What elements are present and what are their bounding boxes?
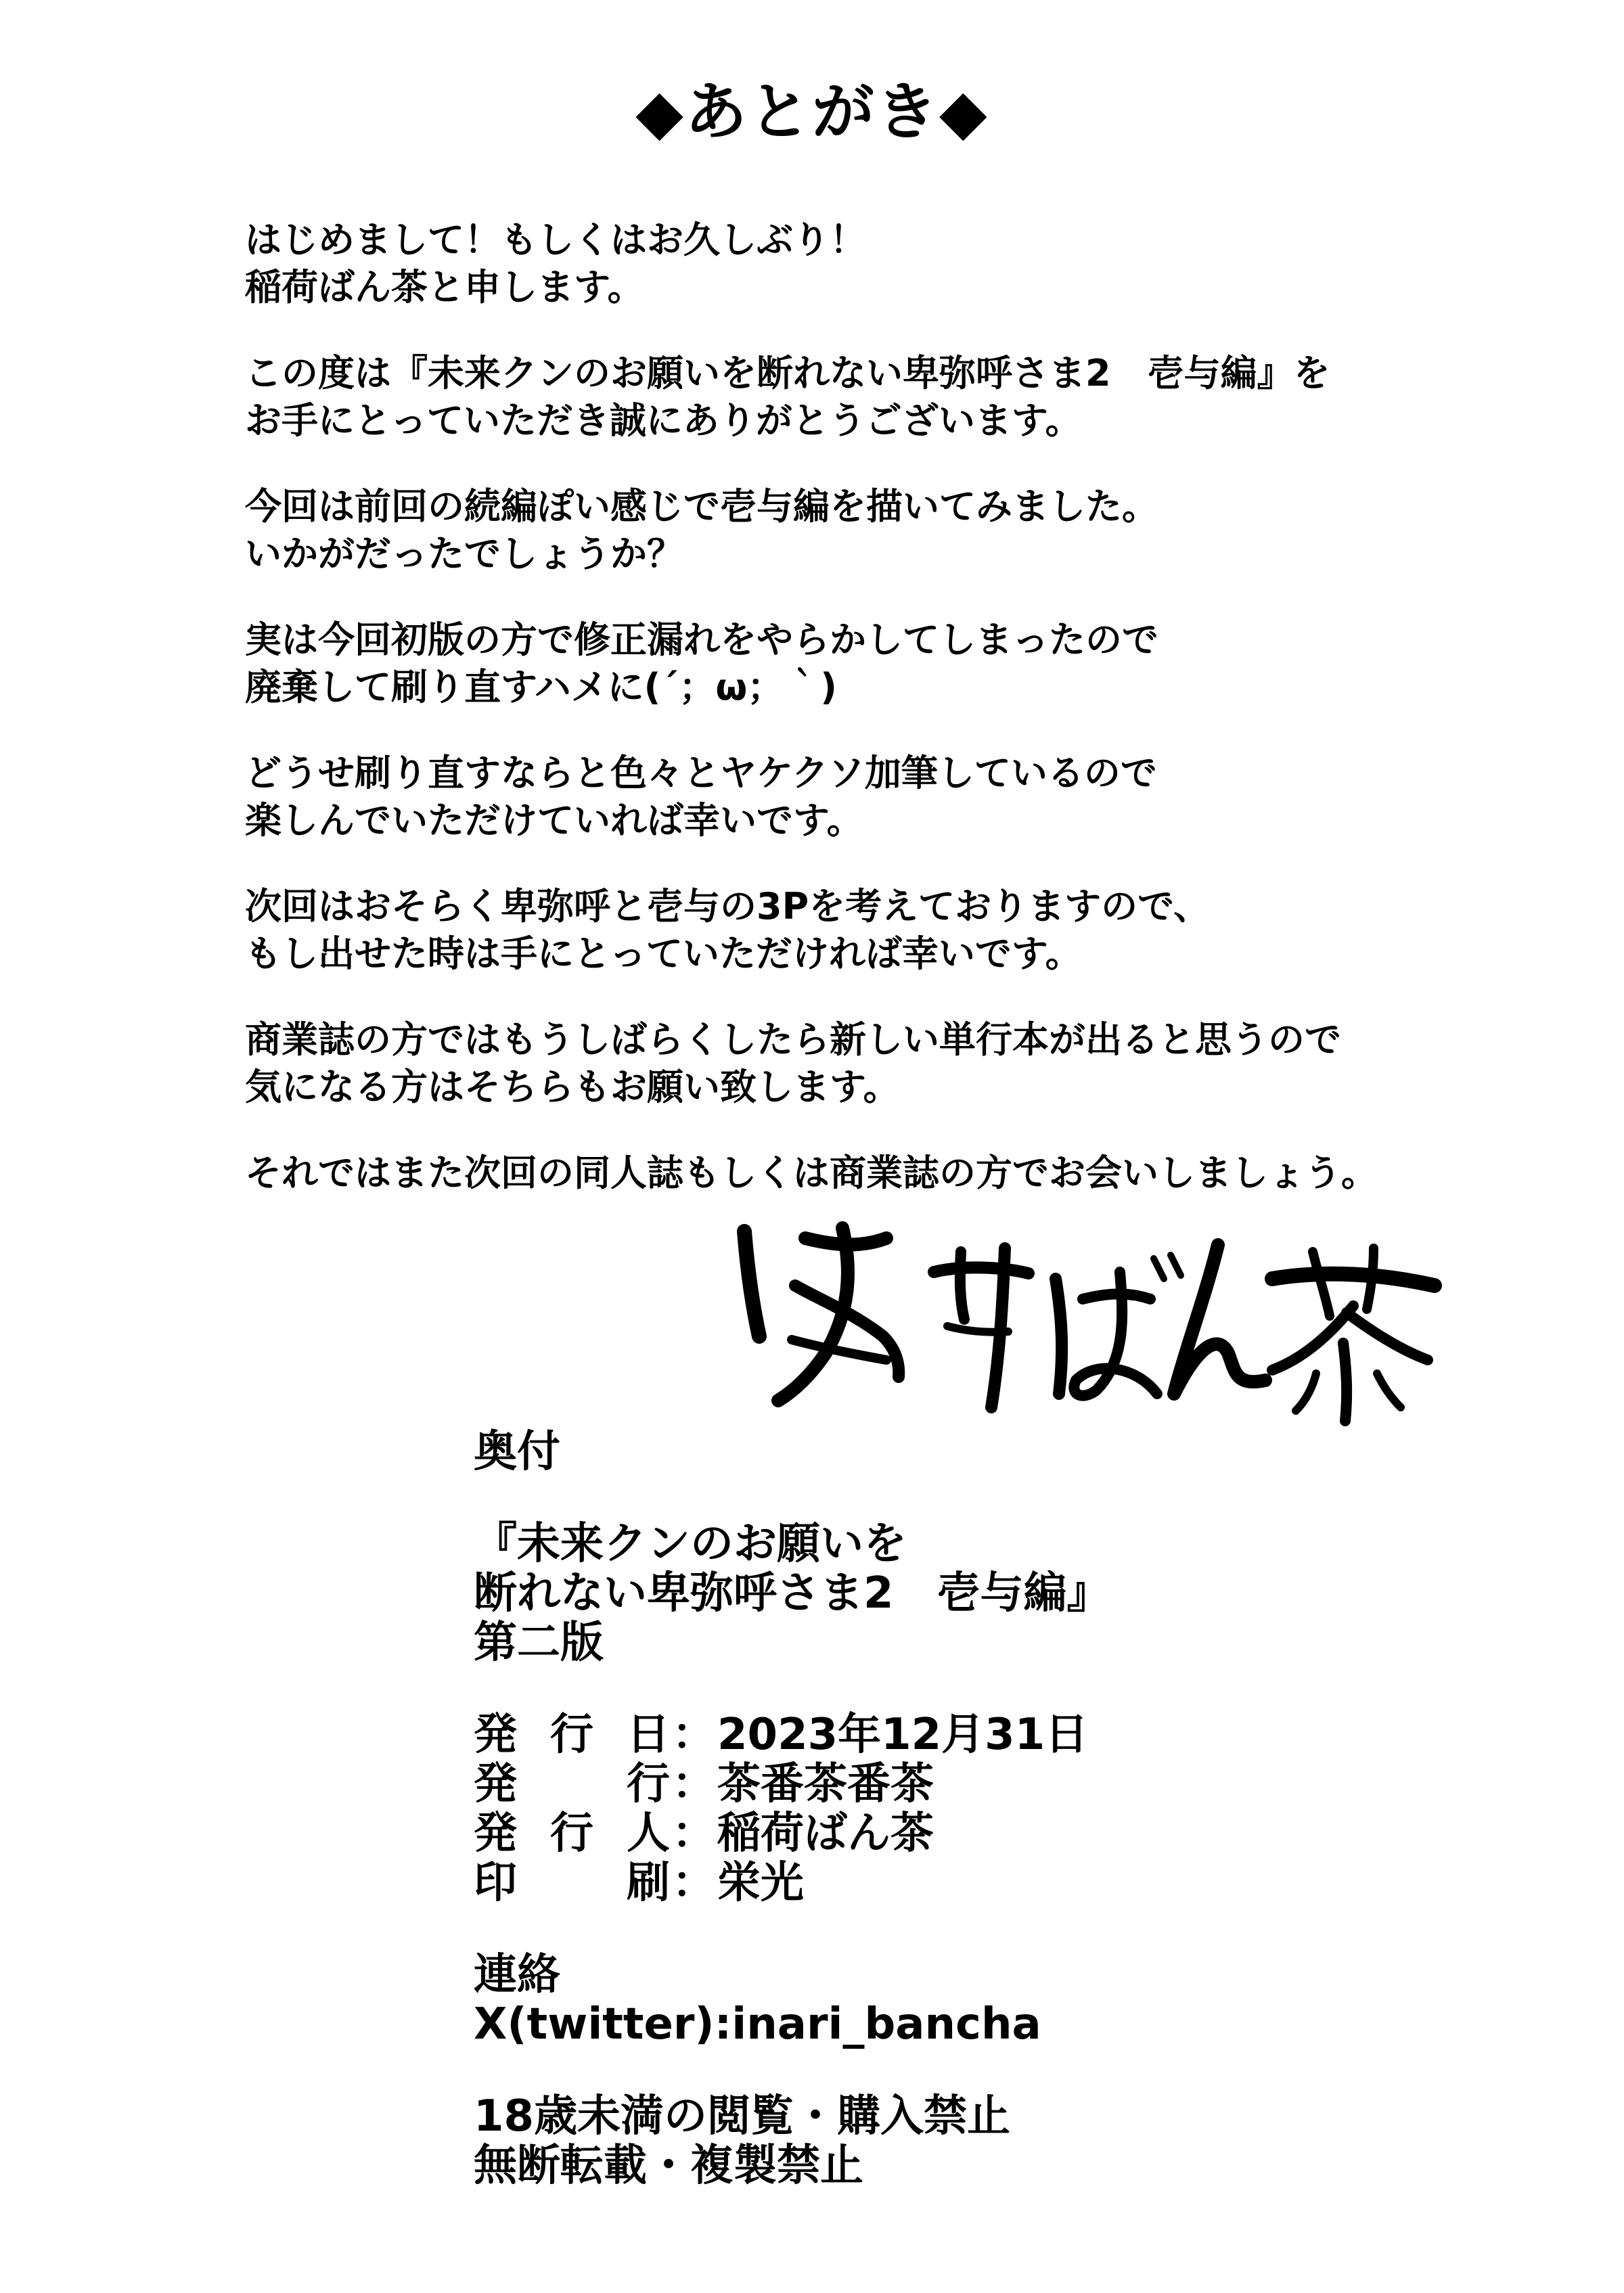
detail-value: 栄光 bbox=[717, 1858, 804, 1908]
detail-label: 印刷 bbox=[474, 1858, 670, 1908]
contact-heading: 連絡 bbox=[474, 1950, 560, 2000]
text-line: 稲荷ばん茶と申します。 bbox=[245, 266, 644, 309]
detail-separator: ： bbox=[672, 1858, 715, 1908]
paragraph bbox=[245, 217, 1531, 311]
paragraph bbox=[245, 750, 1531, 844]
paragraph bbox=[245, 1150, 1531, 1197]
text-line: はじめまして！もしくはお久しぶり！ bbox=[245, 219, 866, 261]
afterword-body bbox=[245, 217, 1531, 1235]
detail-value: 2023年12月31日 bbox=[717, 1710, 1089, 1760]
work-title-line: 『未来クンのお願いを bbox=[474, 1519, 907, 1569]
publication-details bbox=[474, 1710, 1556, 1908]
detail-label: 発行人 bbox=[474, 1809, 670, 1859]
text-line: 廃棄して刷り直すハメに(´；ω；｀) bbox=[245, 666, 837, 708]
detail-separator: ： bbox=[672, 1759, 715, 1809]
detail-value: 茶番茶番茶 bbox=[717, 1759, 934, 1809]
edition-line: 第二版 bbox=[474, 1618, 604, 1668]
text-line: 実は今回初版の方で修正漏れをやらかしてしまったので bbox=[245, 618, 1158, 661]
detail-row-printer bbox=[474, 1859, 1556, 1908]
text-line: 次回はおそらく卑弥呼と壱与の3Pを考えておりますので、 bbox=[245, 885, 1211, 928]
handwritten-signature bbox=[731, 1198, 1448, 1428]
paragraph bbox=[245, 883, 1531, 978]
detail-separator: ： bbox=[672, 1710, 715, 1760]
notice-line: 18歳未満の閲覧・購入禁止 bbox=[474, 2091, 1011, 2141]
text-line: もし出せた時は手にとっていただければ幸いです。 bbox=[245, 932, 1082, 975]
detail-row-issuer bbox=[474, 1809, 1556, 1859]
detail-separator: ： bbox=[672, 1809, 715, 1859]
text-line: お手にとっていただき誠にありがとうございます。 bbox=[245, 399, 1082, 442]
detail-label: 発行 bbox=[474, 1759, 670, 1809]
afterword-title: ◆あとがき◆ bbox=[635, 75, 989, 148]
text-line: どうせ刷り直すならと色々とヤケクソ加筆しているので bbox=[245, 752, 1157, 794]
text-line: 商業誌の方ではもうしばらくしたら新しい単行本が出ると思うので bbox=[245, 1018, 1341, 1061]
detail-row-date bbox=[474, 1710, 1556, 1760]
text-line: いかがだったでしょうか？ bbox=[245, 532, 683, 575]
paragraph bbox=[245, 350, 1531, 445]
text-line: それではまた次回の同人誌もしくは商業誌の方でお会いしましょう。 bbox=[245, 1152, 1378, 1194]
paragraph bbox=[245, 483, 1531, 578]
work-title-line: 断れない卑弥呼さま2 壱与編』 bbox=[474, 1568, 1110, 1618]
colophon bbox=[474, 1428, 1556, 2233]
contact-handle: X(twitter):inari_bancha bbox=[474, 1999, 1041, 2049]
detail-row-publisher bbox=[474, 1760, 1556, 1809]
detail-value: 稲荷ばん茶 bbox=[717, 1809, 934, 1859]
text-line: 今回は前回の続編ぽい感じで壱与編を描いてみました。 bbox=[245, 485, 1158, 528]
text-line: 気になる方はそちらもお願い致します。 bbox=[245, 1066, 900, 1108]
colophon-heading-block bbox=[474, 1428, 1556, 1477]
contact-block bbox=[474, 1951, 1556, 2049]
text-line: 楽しんでいただけていれば幸いです。 bbox=[245, 799, 863, 842]
colophon-heading: 奥付 bbox=[474, 1427, 560, 1477]
paragraph bbox=[245, 616, 1531, 711]
notice-line: 無断転載・複製禁止 bbox=[474, 2141, 863, 2191]
detail-label: 発行日 bbox=[474, 1710, 670, 1760]
notices-block bbox=[474, 2092, 1556, 2191]
work-title-block bbox=[474, 1520, 1556, 1668]
text-line: この度は『未来クンのお願いを断れない卑弥呼さま2 壱与編』を bbox=[245, 352, 1330, 394]
paragraph bbox=[245, 1016, 1531, 1111]
